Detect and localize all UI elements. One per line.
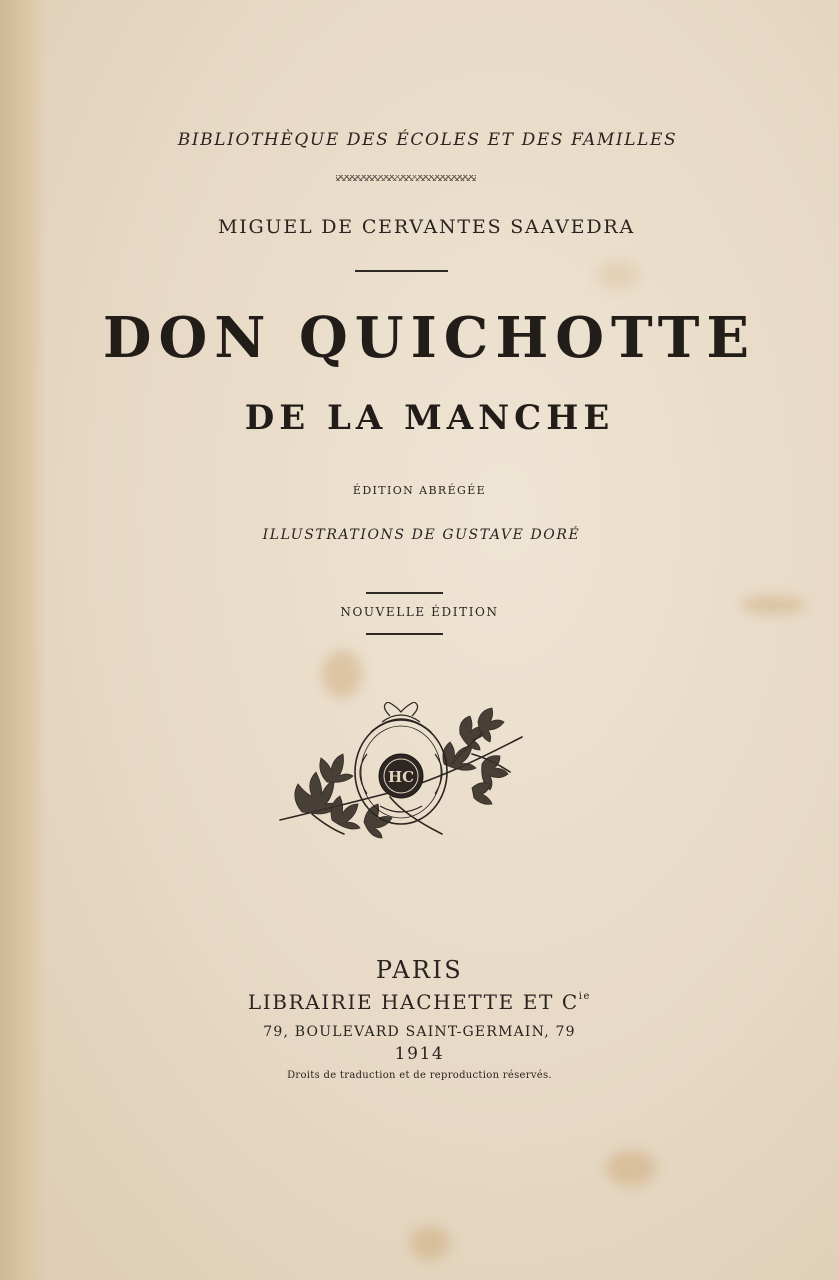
foxing-stain (322, 650, 362, 698)
illustrator-credit: ILLUSTRATIONS DE GUSTAVE DORÉ (262, 527, 581, 543)
edition-bottom-divider (366, 633, 443, 635)
publisher-name (0, 990, 839, 1014)
book-title: DON QUICHOTTE (102, 305, 757, 371)
book-subtitle: DE LA MANCHE (244, 398, 615, 438)
publisher-name-text: LIBRAIRIE HACHETTE ET C (247, 990, 579, 1014)
foxing-stain (596, 260, 640, 290)
wavy-divider (336, 175, 476, 181)
monogram-text: HC (387, 768, 415, 786)
author-divider (355, 270, 448, 272)
foxing-stain (606, 1150, 656, 1186)
publisher-suffix: ie (578, 991, 592, 1002)
foxing-stain (410, 1226, 450, 1260)
publisher-address: 79, BOULEVARD SAINT-GERMAIN, 79 (263, 1024, 576, 1040)
publisher-device-ornament (272, 702, 530, 847)
edition-top-divider (366, 592, 443, 594)
edition-label: NOUVELLE ÉDITION (340, 605, 499, 619)
author-name: MIGUEL DE CERVANTES SAAVEDRA (218, 216, 635, 238)
edition-note: ÉDITION ABRÉGÉE (352, 484, 487, 497)
series-title: BIBLIOTHÈQUE DES ÉCOLES ET DES FAMILLES (177, 130, 678, 150)
binding-gutter-shadow (0, 0, 46, 1280)
rights-notice: Droits de traduction et de reproduction réservés. (287, 1070, 552, 1081)
imprint-city: PARIS (375, 956, 464, 984)
publication-year: 1914 (394, 1044, 445, 1064)
